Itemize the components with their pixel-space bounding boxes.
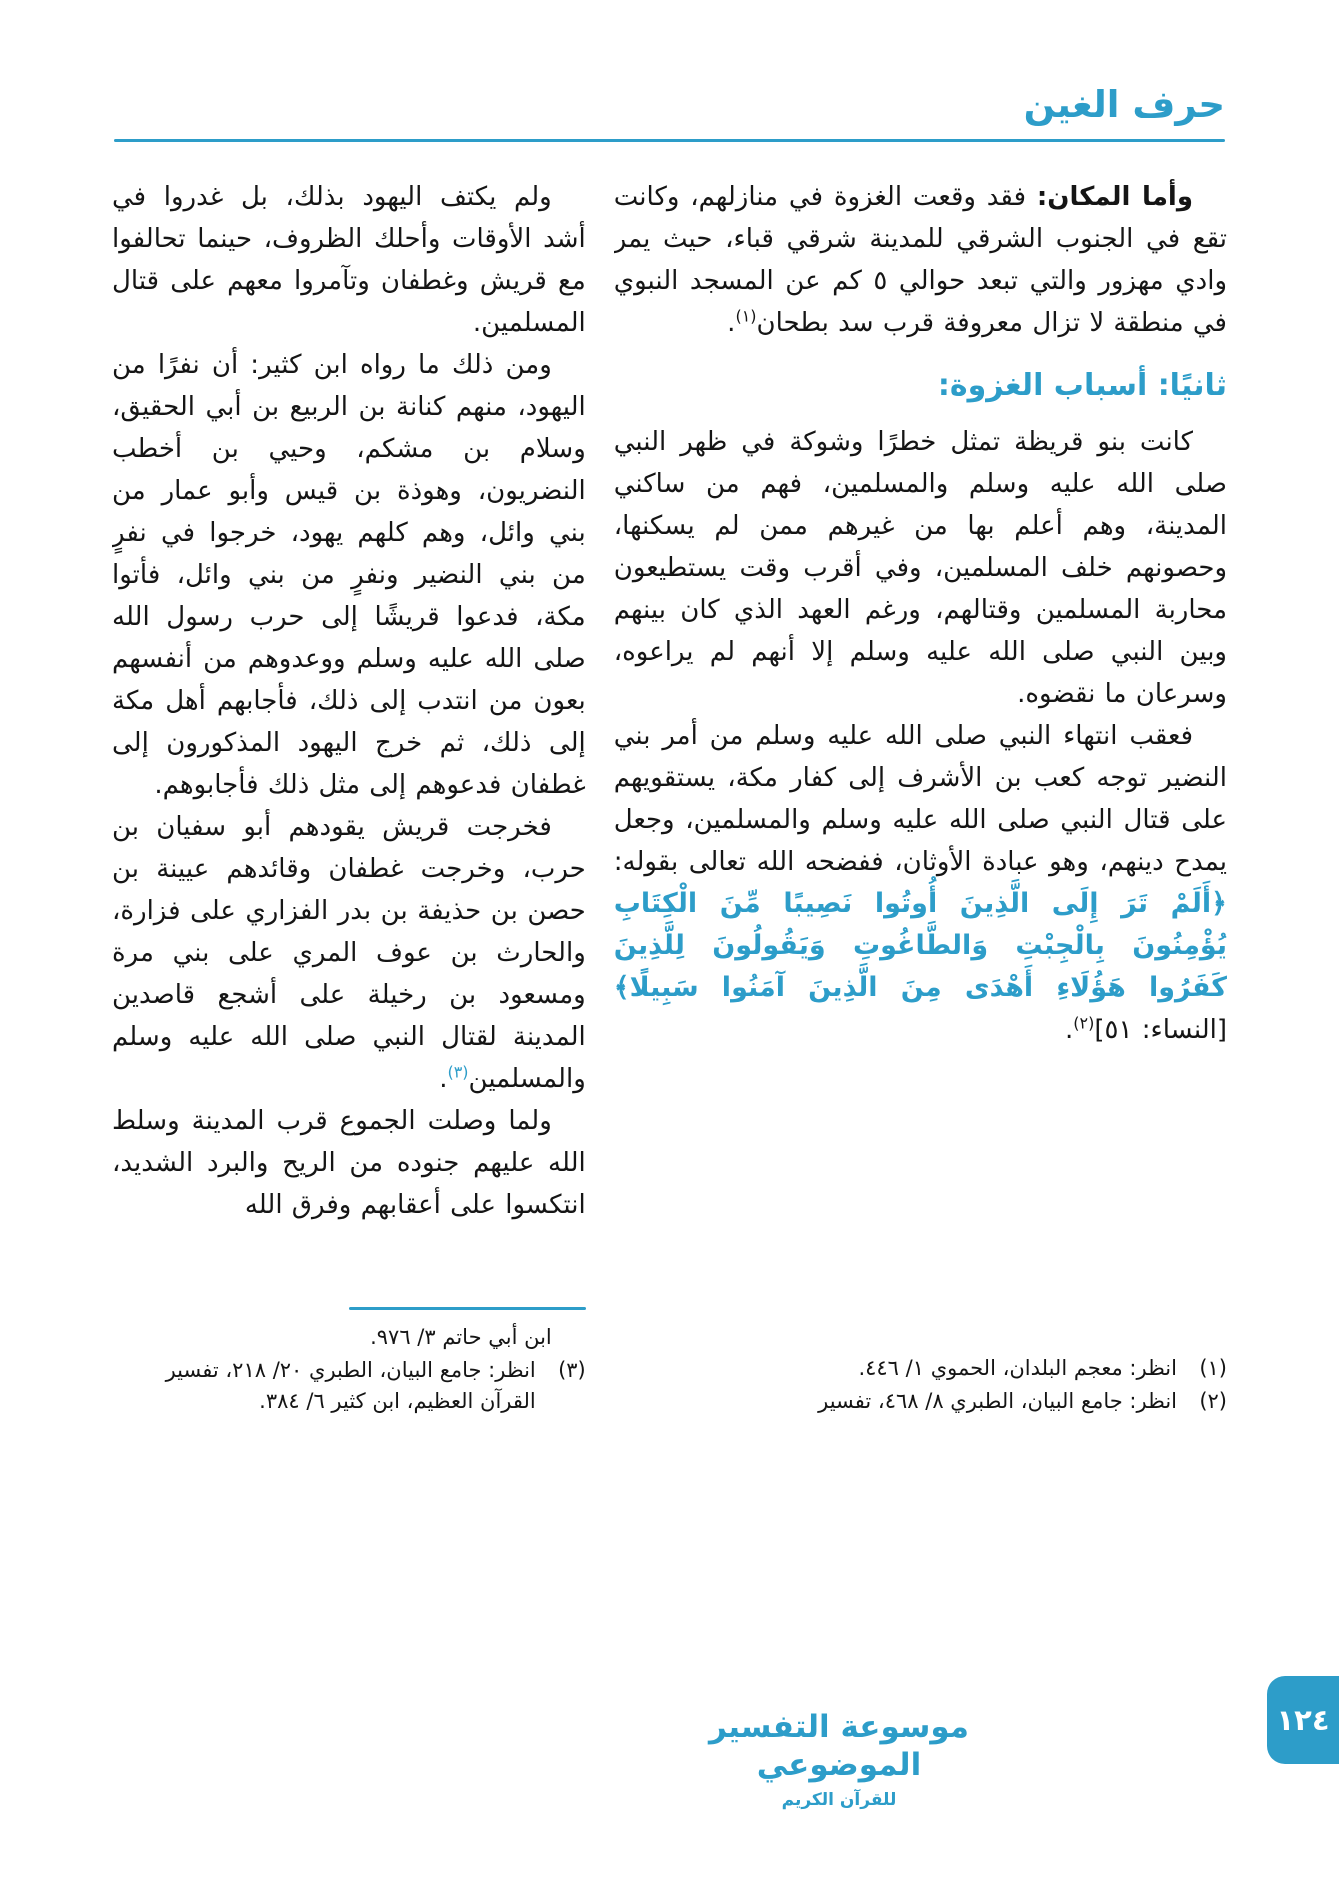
paragraph-lead: وأما المكان:	[1036, 181, 1193, 212]
chapter-title: حرف الغين	[1023, 83, 1225, 126]
right-footnotes	[614, 1337, 1227, 1417]
paragraph-kaab-and-verse	[614, 715, 1227, 1051]
paragraph-end: .	[1065, 1014, 1074, 1045]
left-column-body	[112, 176, 586, 1291]
footnote-continuation	[112, 1322, 586, 1353]
emblem-subtitle: للقرآن الكريم	[781, 1790, 897, 1810]
right-column-body	[614, 176, 1227, 1337]
paragraph-text: فعقب انتهاء النبي صلى الله عليه وسلم من أمر بني النضير توجه كعب بن الأشرف إلى كفار مكة، يستقويهم على قتال النبي صلى الله عليه وسلم والمسلمين، وجعل يمدح دينهم، وهو عبادة الأوثان، ففضحه الله تعالى بقوله:	[613, 720, 1227, 877]
footnote-marker: (٢)	[1199, 1388, 1227, 1413]
footnote-text: انظر: معجم البلدان، الحموي ١/ ٤٤٦.	[858, 1355, 1177, 1380]
paragraph-jewish-betrayal: ولم يكتف اليهود بذلك، بل غدروا في أشد الأوقات وأحلك الظروف، حينما تحالفوا مع قريش وغطفان وتآمروا معهم على قتال المسلمين.	[112, 181, 586, 338]
footnote-separator	[349, 1307, 586, 1310]
footnote-text: انظر: جامع البيان، الطبري ٨/ ٤٦٨، تفسير	[818, 1388, 1177, 1413]
footnote	[614, 1386, 1227, 1417]
section-heading-causes: ثانيًا: أسباب الغزوة:	[937, 367, 1227, 403]
footnote-ref-2: (٢)	[1073, 1012, 1095, 1032]
page-number: ١٢٤	[1276, 1703, 1330, 1737]
page-number-badge	[1267, 1676, 1339, 1764]
right-column	[614, 176, 1227, 1417]
paragraph-qurayza-threat: كانت بنو قريظة تمثل خطرًا وشوكة في ظهر النبي صلى الله عليه وسلم والمسلمين، فهم من ساكني المدينة، وهم أعلم بها من غيرهم ممن لم يسكنها، وحصونهم خلف المسلمين، وفي أقرب وقت يستطيعون محاربة المسلمين وقتالهم، ورغم العهد الذي كان بينهم وبين النبي صلى الله عليه وسلم إلا أنهم لم يراعوه، وسرعان ما نقضوه.	[613, 426, 1227, 709]
paragraph-end: .	[727, 307, 736, 338]
page-header	[0, 0, 1339, 142]
footnote-ref-1: (١)	[735, 305, 757, 325]
paragraph-text: فقد وقعت الغزوة في منازلهم، وكانت تقع في الجنوب الشرقي للمدينة شرقي قباء، حيث يمر وادي مهزور والتي تبعد حوالي ٥ كم عن المسجد النبوي في منطقة لا تزال معروفة قرب سد بطحان	[613, 181, 1227, 338]
two-column-body	[0, 142, 1339, 1417]
verse-source: [النساء: ٥١]	[1094, 1014, 1227, 1045]
left-column	[112, 176, 586, 1417]
paragraph-armies-march	[112, 806, 586, 1100]
footnote-text: ابن أبي حاتم ٣/ ٩٧٦.	[370, 1324, 552, 1349]
paragraph-ibn-kathir-narration: ومن ذلك ما رواه ابن كثير: أن نفرًا من اليهود، منهم كنانة بن الربيع بن أبي الحقيق، وسلام بن مشكم، وحيي بن أخطب النضريون، وهوذة بن قيس وأبو عمار من بني وائل، وهم كلهم يهود، خرجوا في نفرٍ من بني النضير ونفرٍ من بني وائل، فأتوا مكة، فدعوا قريشًا إلى حرب رسول الله صلى الله عليه وسلم ووعدوهم من أنفسهم بعون من انتدب إلى ذلك، فأجابهم أهل مكة إلى ذلك، ثم خرج اليهود المذكورون إلى غطفان فدعوهم إلى مثل ذلك فأجابوهم.	[112, 349, 586, 800]
left-footnotes	[112, 1291, 586, 1417]
paragraph-end: .	[439, 1063, 448, 1094]
emblem-title: موسوعة التفسير الموضوعي	[708, 1708, 970, 1784]
footnote-text: انظر: جامع البيان، الطبري ٢٠/ ٢١٨، تفسير القرآن العظيم، ابن كثير ٦/ ٣٨٤.	[165, 1357, 536, 1413]
paragraph-wind-and-cold: ولما وصلت الجموع قرب المدينة وسلط الله عليهم جنوده من الريح والبرد الشديد، انتكسوا على أعقابهم وفرق الله	[112, 1105, 586, 1220]
footnote-ref-3: (٣)	[447, 1061, 469, 1081]
paragraph-text: فخرجت قريش يقودهم أبو سفيان بن حرب، وخرجت غطفان وقائدهم عيينة بن حصن بن حذيفة بن بدر الفزاري على فزارة، والحارث بن عوف المري على بني مرة ومسعود بن رخيلة على أشجع قاصدين المدينة لقتال النبي صلى الله عليه وسلم والمسلمين	[112, 811, 586, 1094]
footnote	[112, 1355, 586, 1417]
footnote-marker: (٣)	[558, 1357, 586, 1382]
footnote	[614, 1353, 1227, 1384]
paragraph-battle-location	[614, 176, 1227, 344]
quran-verse: ﴿أَلَمْ تَرَ إِلَى الَّذِينَ أُوتُوا نَصِيبًا مِّنَ الْكِتَابِ يُؤْمِنُونَ بِالْجِبْتِ وَالطَّاغُوتِ وَيَقُولُونَ لِلَّذِينَ كَفَرُوا هَؤُلَاءِ أَهْدَى مِنَ الَّذِينَ آمَنُوا سَبِيلًا﴾	[613, 887, 1227, 1003]
footnote-marker: (١)	[1199, 1355, 1227, 1380]
publisher-emblem	[669, 1708, 1009, 1811]
